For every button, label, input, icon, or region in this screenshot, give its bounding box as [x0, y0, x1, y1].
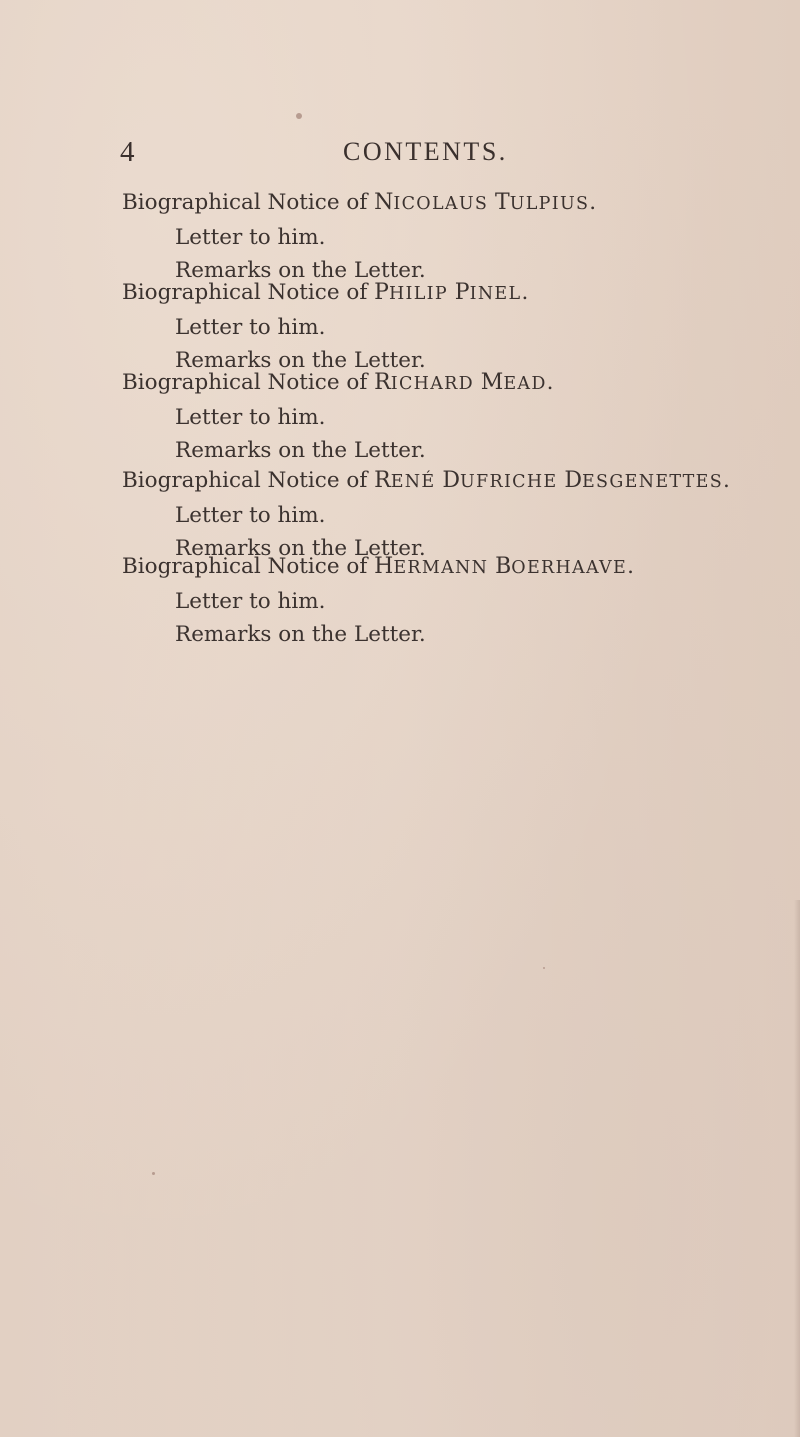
- contents-entry: [122, 366, 762, 467]
- contents-entry: [122, 276, 762, 377]
- contents-entry: [122, 550, 762, 651]
- entry-letter: Letter to him.: [175, 225, 326, 250]
- name-word: BOERHAAVE: [495, 554, 628, 579]
- contents-entry: [122, 186, 762, 287]
- entry-prefix: Biographical Notice of: [122, 190, 375, 215]
- entry-letter: Letter to him.: [175, 405, 326, 430]
- entry-prefix: Biographical Notice of: [122, 280, 375, 305]
- entry-heading: [122, 186, 762, 221]
- entry-letter: Letter to him.: [175, 315, 326, 340]
- entry-suffix: .: [546, 370, 554, 395]
- paper-speck: [543, 967, 545, 969]
- entry-suffix: .: [723, 468, 730, 493]
- name-word: HERMANN: [374, 554, 489, 579]
- page-title: CONTENTS.: [343, 137, 508, 166]
- entry-suffix: .: [521, 280, 529, 305]
- paper-speck: [296, 113, 302, 119]
- entry-remarks: Remarks on the Letter.: [175, 536, 426, 561]
- entry-heading: [122, 366, 762, 401]
- name-word: DESGENETTES: [564, 468, 724, 493]
- entry-letter: Letter to him.: [175, 503, 326, 528]
- entry-prefix: Biographical Notice of: [122, 554, 375, 579]
- entry-suffix: .: [589, 190, 597, 215]
- paper-speck: [152, 1172, 155, 1175]
- entry-heading: [122, 550, 762, 585]
- entry-letter: Letter to him.: [175, 589, 326, 614]
- entry-heading: [122, 276, 762, 311]
- page-number: 4: [120, 136, 135, 168]
- name-word: NICOLAUS: [374, 190, 489, 215]
- entry-remarks: Remarks on the Letter.: [175, 438, 426, 463]
- name-word: MEAD: [480, 370, 547, 395]
- entry-remarks: Remarks on the Letter.: [175, 622, 426, 647]
- entry-prefix: Biographical Notice of: [122, 468, 375, 493]
- running-head: [0, 134, 800, 174]
- name-word: RENÉ: [374, 468, 436, 493]
- name-word: PINEL: [454, 280, 522, 305]
- entry-remarks: Remarks on the Letter.: [175, 348, 426, 373]
- name-word: DUFRICHE: [442, 468, 558, 493]
- entry-suffix: .: [627, 554, 634, 579]
- name-word: TULPIUS: [495, 190, 590, 215]
- name-word: RICHARD: [374, 370, 474, 395]
- entry-remarks: Remarks on the Letter.: [175, 258, 426, 283]
- page-edge-shadow: [794, 900, 800, 1437]
- entry-prefix: Biographical Notice of: [122, 370, 375, 395]
- name-word: PHILIP: [374, 280, 448, 305]
- entry-heading: [122, 464, 762, 499]
